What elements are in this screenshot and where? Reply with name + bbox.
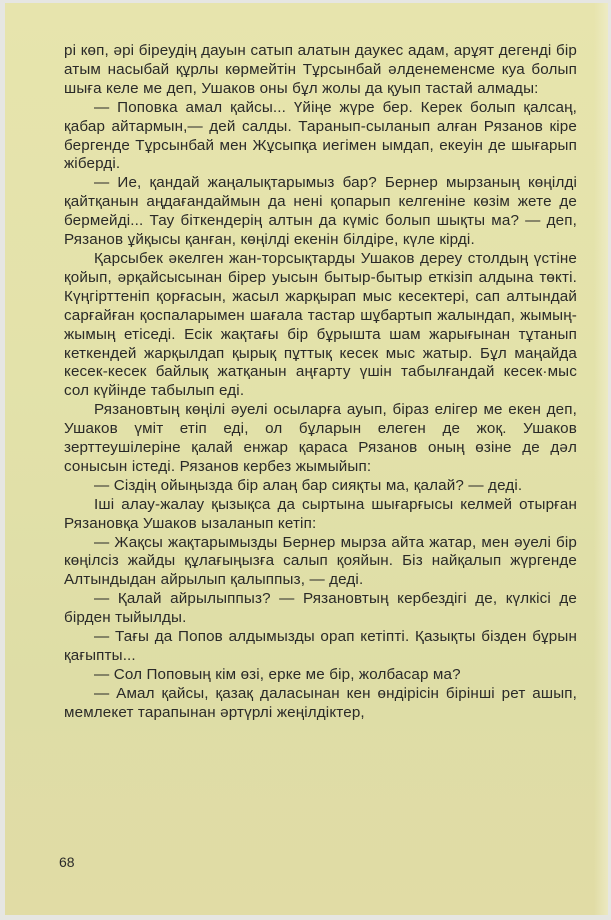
page-number: 68	[59, 854, 75, 870]
paragraph: — Сіздің ойыңызда бір алаң бар сияқты ма, қалай? — деді.	[94, 476, 523, 494]
paragraph: — Тағы да Попов алдымызды орап кетіпті. Қазықты бізден бұрын қағыпты...	[64, 628, 577, 664]
book-page	[5, 3, 608, 915]
paragraph: Рязановтың көңілі әуелі осыларға ауып, біраз елігер ме екен деп, Ушаков үміт етіп еді, ол бұларын елеген де жоқ. Ушаков зерттеушілеріне қалай енжар қараса Рязанов оның өзіне де дәл сонысын істеді. Рязанов кербез жымыйып:	[64, 401, 577, 475]
paragraph: — Қалай айрылыппыз? — Рязановтың кербездігі де, күлкісі де бірден тыйылды.	[64, 590, 577, 627]
paragraph: — Сол Поповың кім өзі, ерке ме бір, жолбасар ма?	[94, 665, 461, 683]
paragraph: — Ие, қандай жаңалықтарымыз бар? Бернер мырзаның көңілді қайтқанын аңдағандаймын да нені қопарып келгеніне көзім жете де бермейді... Тау біткендерің алтын да күміс болып шықты ма? — деп, Рязанов ұйқысы қанған, көңілді екенін білдіре, күле кірді.	[64, 174, 577, 249]
paragraph: — Поповка амал қайсы... Үйіңе жүре бер. Керек болып қалсаң, қабар айтармын,— дей салды. Таранып-сыланып алған Рязанов кіре бергенде Тұрсынбай мен Жұсыпқа иегімен ымдап, екеуін де шығарып жіберді.	[64, 98, 577, 173]
paragraph: — Жақсы жақтарымызды Бернер мырза айта жатар, мен әуелі бір көңілсіз жайды құлағыңызға салып қояйын. Біз найқалып жүргенде Алтындыдан айрылып қалыппыз, — деді.	[64, 533, 577, 589]
paragraph: Қарсыбек әкелген жан-торсықтарды Ушаков дереу столдың үстіне қойып, әрқайсысынан бірер уысын бытыр-бытыр еткізіп алдына төкті. Күңгірттеніп қорғасын, жасыл жарқырап мыс кесектері, сап алтындай сарғайған қоспаларымен шағала тастар шұбартып жалындап, жымың-жымың етіседі. Есік жақтағы бір бұрышта шам жарығынан тұтанып кеткендей жарқылдап қырық пұттық кесек мыс жатыр. Бұл маңайда кесек-кесек байлық жатқанын аңғарту үшін табылғандай кесек·мыс сол күйінде табылып еді.	[64, 249, 577, 400]
paragraph: — Амал қайсы, қазақ даласынан кен өндірісін бірінші рет ашып, мемлекет тарапынан әртүрлі жеңілдіктер,	[64, 684, 577, 721]
page-body-text	[64, 42, 577, 723]
paragraph: рі көп, әрі біреудің дауын сатып алатын даукес адам, арұят дегенді бір атым насыбай құрлы көрмейтін Тұрсынбай әлденеменсме куа болып шыға келе ме деп, Ушаков оны бұл жолы да қуып тастай алмады:	[64, 42, 577, 97]
paragraph: Іші алау-жалау қызықса да сыртына шығарғысы келмей отырған Рязановқа Ушаков ызаланып кетіп:	[64, 495, 577, 532]
